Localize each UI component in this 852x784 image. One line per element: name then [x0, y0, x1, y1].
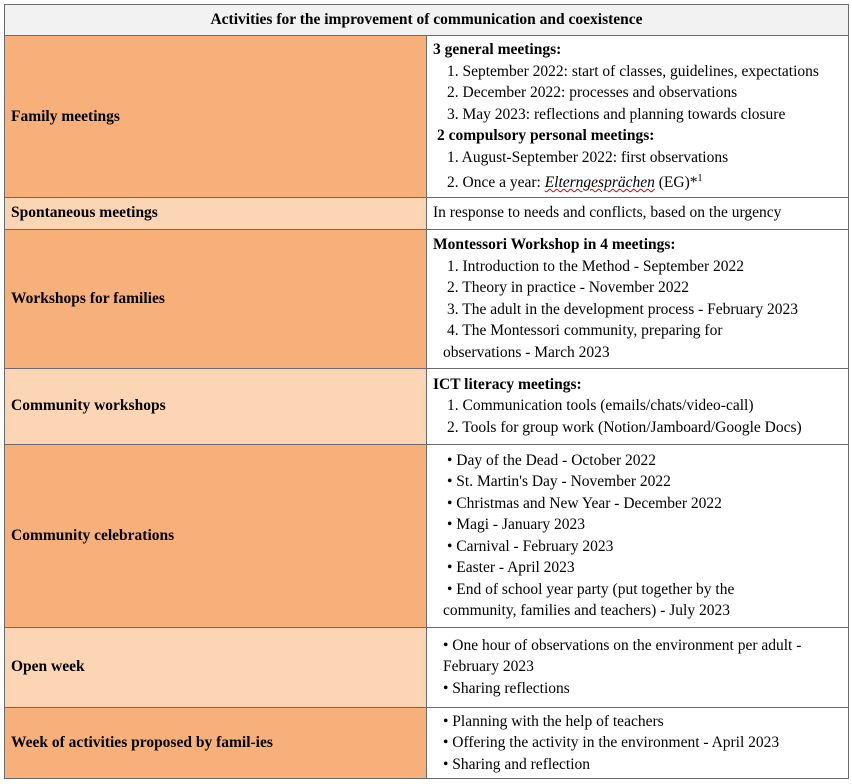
activity-label: Workshops for families: [5, 229, 427, 368]
detail-line: [433, 514, 842, 536]
line-text: • One hour of observations on the environment per adult -: [443, 636, 802, 654]
detail-line: [433, 678, 842, 700]
detail-line: [433, 234, 842, 256]
line-text: • St. Martin's Day - November 2022: [447, 473, 671, 491]
line-text: 1. Communication tools (emails/chats/video-call): [447, 397, 754, 415]
detail-line: [433, 450, 842, 472]
detail-line: [433, 600, 842, 622]
detail-line: [433, 417, 842, 439]
activity-details: [427, 707, 849, 779]
detail-line: [433, 557, 842, 579]
detail-line: [433, 39, 842, 61]
activity-label: Week of activities proposed by famil-ies: [5, 707, 427, 779]
line-text: • Magi - January 2023: [447, 516, 586, 534]
line-text: • Easter - April 2023: [447, 559, 575, 577]
line-text: 2. December 2022: processes and observations: [447, 84, 738, 101]
line-text: February 2023: [443, 658, 534, 676]
detail-line: [433, 471, 842, 493]
activity-label: Community celebrations: [5, 444, 427, 627]
line-text: observations - March 2023: [443, 343, 610, 361]
line-text: ICT literacy meetings:: [433, 375, 582, 393]
detail-line: [433, 168, 842, 194]
activity-details: [427, 368, 849, 444]
detail-line: [433, 536, 842, 558]
detail-line: [433, 256, 842, 278]
detail-line: [433, 320, 842, 342]
line-text: 1. September 2022: start of classes, guidelines, expectations: [447, 62, 819, 80]
line-text: (EG)*: [654, 174, 698, 192]
activity-label: Family meetings: [5, 36, 427, 198]
detail-line: [433, 125, 842, 147]
line-text: • Sharing and reflection: [443, 755, 591, 773]
line-text: • Christmas and New Year - December 2022: [447, 494, 722, 512]
table-row: [5, 229, 849, 368]
activity-label: Open week: [5, 627, 427, 707]
detail-line: [433, 104, 842, 126]
detail-line: [433, 711, 842, 733]
line-text: 2. Theory in practice - November 2022: [447, 279, 690, 297]
detail-line: [433, 61, 842, 83]
detail-line: [433, 656, 842, 678]
detail-line: [433, 635, 842, 657]
detail-line: [433, 374, 842, 396]
detail-line: [433, 395, 842, 417]
table-row: [5, 707, 849, 779]
detail-line: [433, 82, 842, 104]
line-text: Montessori Workshop in 4 meetings:: [433, 236, 676, 254]
line-text: 4. The Montessori community, preparing for: [447, 322, 723, 340]
activity-label: Community workshops: [5, 368, 427, 444]
detail-line: [433, 202, 842, 224]
line-text: In response to needs and conflicts, based on the urgency: [433, 204, 782, 222]
table-row: [5, 197, 849, 229]
line-text: 2 compulsory personal meetings:: [437, 127, 655, 144]
line-text: • Carnival - February 2023: [447, 537, 614, 555]
detail-line: [433, 754, 842, 776]
line-text: • Offering the activity in the environment - April 2023: [443, 734, 780, 752]
activity-details: [427, 197, 849, 229]
detail-line: [433, 493, 842, 515]
detail-line: [433, 147, 842, 169]
line-text: 1. Introduction to the Method - September 2022: [447, 257, 745, 275]
activity-details: [427, 229, 849, 368]
line-text: 2. Once a year:: [447, 174, 545, 192]
detail-line: [433, 579, 842, 601]
line-text: 3 general meetings:: [433, 41, 562, 58]
line-text: 3. The adult in the development process - February 2023: [447, 300, 798, 318]
activity-label: Spontaneous meetings: [5, 197, 427, 229]
line-text: 3. May 2023: reflections and planning towards closure: [447, 105, 786, 123]
table-title: Activities for the improvement of communication and coexistence: [5, 5, 849, 36]
line-text: community, families and teachers) - July 2023: [443, 602, 730, 620]
table-row: [5, 444, 849, 627]
detail-line: [433, 277, 842, 299]
term-italic: Elterngesprächen: [544, 174, 655, 192]
activities-table: [4, 4, 849, 779]
line-text: • Planning with the help of teachers: [443, 712, 664, 730]
table-row: [5, 627, 849, 707]
line-text: • Day of the Dead - October 2022: [447, 451, 657, 469]
table-row: [5, 368, 849, 444]
activity-details: [427, 36, 849, 198]
line-text: • Sharing reflections: [443, 679, 570, 697]
line-text: 1. August-September 2022: first observations: [447, 148, 729, 166]
footnote-marker[interactable]: 1: [697, 173, 703, 184]
detail-line: [433, 732, 842, 754]
activity-details: [427, 627, 849, 707]
activity-details: [427, 444, 849, 627]
detail-line: [433, 342, 842, 364]
table-row: [5, 36, 849, 198]
line-text: 2. Tools for group work (Notion/Jamboard/Google Docs): [447, 418, 802, 436]
line-text: • End of school year party (put together by the: [447, 580, 735, 598]
detail-line: [433, 299, 842, 321]
